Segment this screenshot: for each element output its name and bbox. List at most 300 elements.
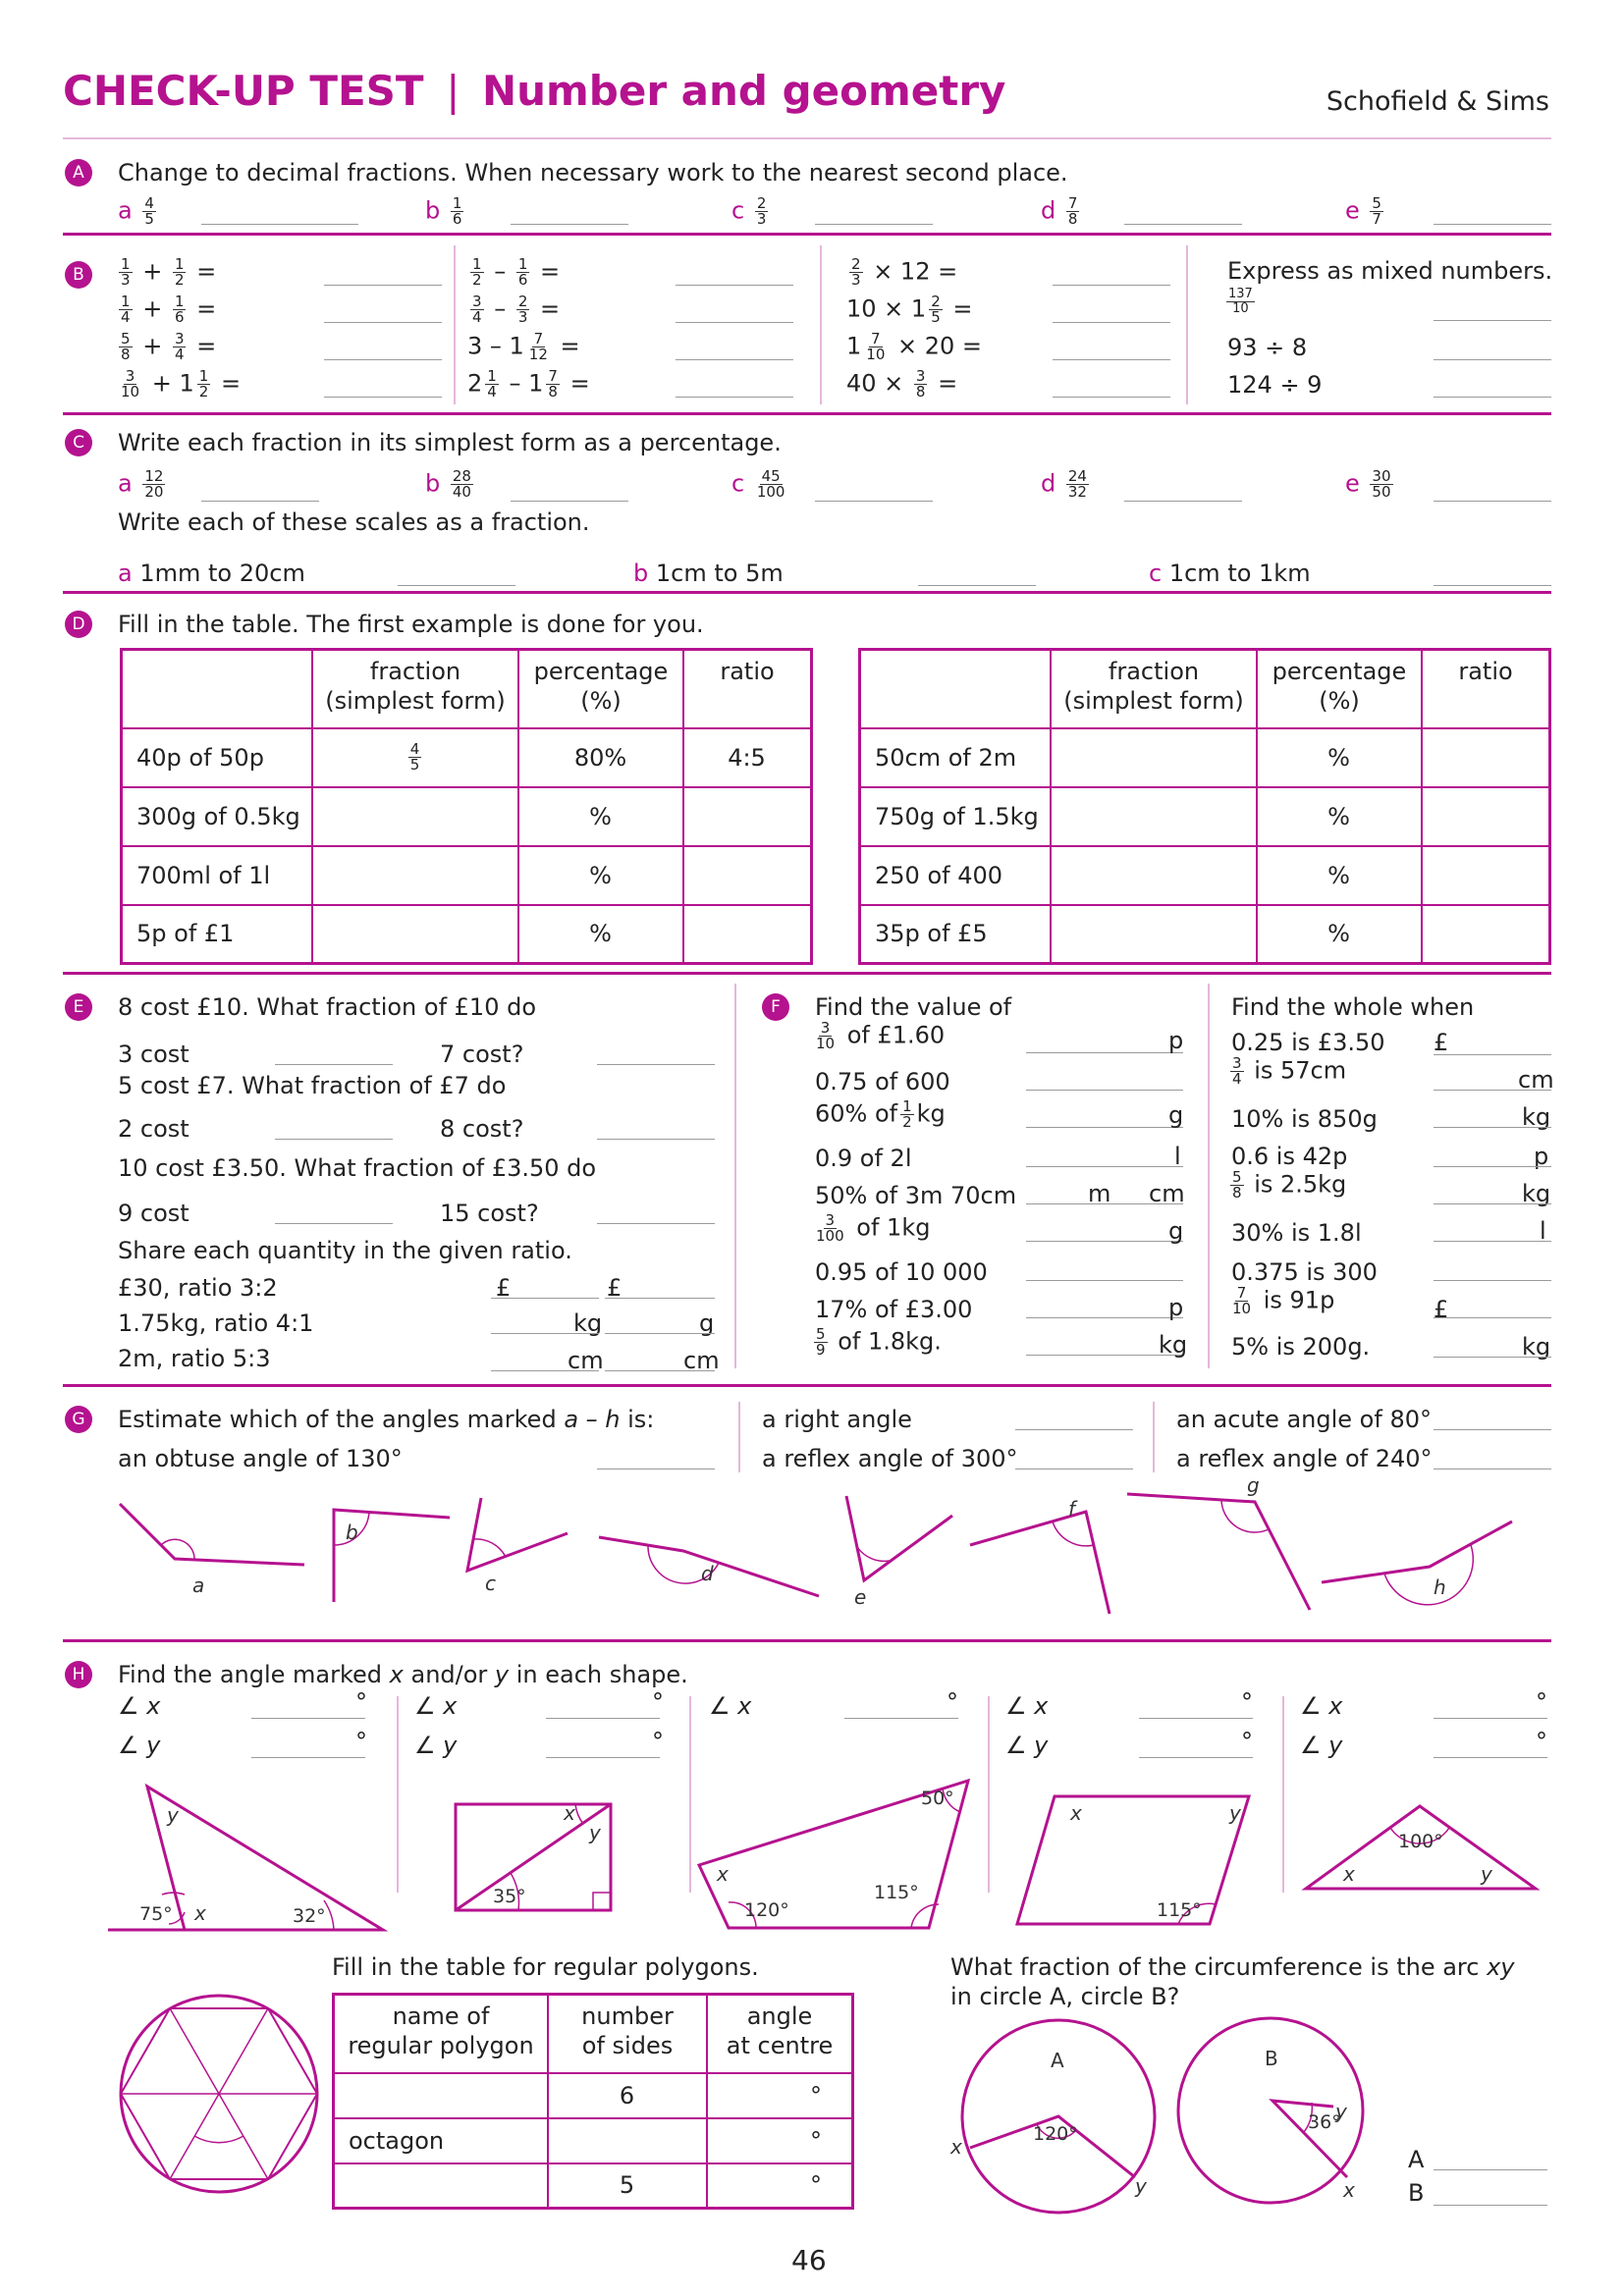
angle-a	[120, 1504, 304, 1597]
angle-g	[1127, 1473, 1310, 1610]
fraction-cell[interactable]	[1051, 905, 1257, 964]
denominator: 4	[121, 308, 131, 326]
polygon-angle[interactable]	[707, 2163, 853, 2209]
angle-label-g: g	[1247, 1473, 1260, 1497]
polygon-angle[interactable]	[707, 2073, 853, 2118]
row-item: 750g of 1.5kg	[860, 787, 1052, 846]
answer-line[interactable]	[605, 1370, 715, 1371]
angle-symbol: ∠	[118, 1732, 139, 1759]
percentage-cell[interactable]: %	[518, 787, 683, 846]
answer-line[interactable]	[275, 1139, 393, 1140]
operator: –	[494, 294, 507, 323]
header-fraction-line1: fraction	[1108, 658, 1200, 685]
answer-line[interactable]	[251, 1718, 365, 1719]
ratio-cell[interactable]	[683, 905, 812, 964]
numerator: 3	[825, 1211, 836, 1229]
section-a-item	[425, 196, 466, 227]
answer-line[interactable]	[1434, 1241, 1551, 1242]
fraction-cell[interactable]	[312, 905, 518, 964]
answer-line[interactable]	[1434, 1166, 1551, 1167]
e-q3b: 15 cost?	[440, 1200, 539, 1227]
circles-diagram	[943, 2012, 1571, 2209]
numerator: 30	[1372, 467, 1391, 485]
b-col3-row1	[846, 257, 957, 288]
polygon-name[interactable]	[334, 2073, 549, 2118]
angle-h	[1322, 1522, 1512, 1605]
degree: °	[947, 1688, 958, 1716]
fraction-cell[interactable]	[1051, 787, 1257, 846]
equals: =	[952, 294, 973, 323]
f-whole-5	[1227, 1170, 1346, 1201]
answer-line[interactable]	[676, 359, 793, 360]
h2-x-label	[414, 1692, 457, 1720]
fraction-cell[interactable]	[1051, 728, 1257, 787]
operator: +	[142, 257, 163, 286]
section-g-badge: G	[65, 1406, 92, 1433]
value-text: is 57cm	[1254, 1056, 1347, 1085]
h4-y-label	[1005, 1732, 1048, 1759]
denominator: 2	[902, 1113, 912, 1131]
answer-line[interactable]	[491, 1370, 599, 1371]
e-q2: 5 cost £7. What fraction of £7 do	[118, 1072, 507, 1099]
f-whole-9: 5% is 200g.	[1231, 1333, 1371, 1361]
answer-line[interactable]	[1434, 1090, 1551, 1091]
answer-line[interactable]	[1434, 1468, 1551, 1469]
angle-value: 32°	[293, 1905, 326, 1927]
percentage-cell[interactable]: %	[1257, 728, 1422, 787]
answer-line[interactable]	[491, 1333, 599, 1334]
f-whole-2	[1227, 1056, 1346, 1087]
answer-line[interactable]	[491, 1298, 599, 1299]
percentage-cell[interactable]: %	[1257, 905, 1422, 964]
scale-text: 1cm to 1km	[1168, 560, 1311, 587]
answer-line[interactable]	[597, 1064, 715, 1065]
ratio-cell[interactable]	[683, 846, 812, 905]
e-s2-unit2: g	[699, 1309, 715, 1337]
unit: g	[1168, 1101, 1184, 1129]
section-rule	[63, 1384, 1551, 1387]
shape-2-rectangle	[456, 1801, 611, 1910]
circles-question-line2: in circle A, circle B?	[950, 1983, 1180, 2010]
fraction-cell[interactable]	[312, 846, 518, 905]
denominator: 4	[472, 308, 482, 326]
row-item: 300g of 0.5kg	[122, 787, 313, 846]
angle-symbol: ∠	[1300, 1692, 1322, 1720]
var-x: x	[1343, 2178, 1355, 2202]
ratio-cell[interactable]	[1422, 787, 1550, 846]
degree: °	[1241, 1728, 1253, 1755]
header-fraction-line1: fraction	[369, 658, 461, 685]
answer-line[interactable]	[1015, 1468, 1133, 1469]
numerator: 1	[198, 367, 209, 385]
h5-y-label	[1300, 1732, 1342, 1759]
equals: =	[540, 257, 561, 286]
f-title1: Find the value of	[815, 993, 1012, 1021]
item-label: c	[1149, 560, 1163, 587]
instruction-var: x	[389, 1661, 404, 1688]
angle-symbol: ∠	[414, 1732, 436, 1759]
f-whole-4: 0.6 is 42p	[1231, 1143, 1348, 1170]
numerator: 1	[517, 255, 528, 273]
denominator: 8	[1067, 210, 1078, 228]
header-percentage-line1: percentage	[533, 658, 669, 685]
header-ratio: ratio	[1422, 650, 1550, 728]
g-reflex300: a reflex angle of 300°	[762, 1445, 1018, 1472]
answer-line[interactable]	[1026, 1127, 1183, 1128]
b-col1-row3	[116, 332, 216, 362]
answer-line[interactable]	[1434, 1357, 1551, 1358]
denominator: 4	[487, 383, 497, 400]
answer-line[interactable]	[597, 1468, 715, 1469]
answer-line[interactable]	[1434, 501, 1551, 502]
numerator: 5	[1372, 194, 1381, 212]
angle-label-a: a	[192, 1574, 205, 1597]
spokes	[121, 2008, 317, 2179]
operator: – 1	[509, 369, 544, 398]
scale-text: 1cm to 5m	[655, 560, 784, 587]
instruction-text: is:	[620, 1406, 655, 1433]
answer-line[interactable]	[597, 1139, 715, 1140]
answer-line[interactable]	[815, 501, 933, 502]
header-fraction	[1051, 650, 1257, 728]
item-label: d	[1041, 196, 1056, 225]
f-whole-3: 10% is 850g	[1231, 1105, 1378, 1133]
degree: °	[1536, 1688, 1547, 1716]
percentage-cell[interactable]: %	[518, 846, 683, 905]
angle-e	[846, 1496, 952, 1609]
page-number: 46	[791, 2244, 827, 2276]
e-s3-unit1: cm	[568, 1347, 604, 1374]
percentage-cell: 80%	[518, 728, 683, 787]
answer-line[interactable]	[324, 397, 442, 398]
answer-line[interactable]	[1434, 1718, 1547, 1719]
var-y: y	[1481, 1862, 1492, 1886]
percentage-cell[interactable]: %	[1257, 846, 1422, 905]
denominator: 100	[756, 483, 785, 501]
denominator: 3	[851, 271, 861, 289]
fraction-cell[interactable]	[1051, 846, 1257, 905]
g-right: a right angle	[762, 1406, 912, 1433]
section-c-item	[425, 469, 476, 500]
numerator: 1	[121, 293, 131, 310]
numerator: 45	[761, 467, 781, 485]
e-s3-unit2: cm	[683, 1347, 720, 1374]
header-ratio: ratio	[683, 650, 812, 728]
angles-diagram	[0, 1472, 1624, 1639]
angle-symbol: ∠	[1005, 1732, 1027, 1759]
f-value-2: 0.75 of 600	[815, 1068, 950, 1095]
answer-line[interactable]	[1434, 585, 1551, 586]
section-c-item	[1041, 469, 1092, 500]
answer-line[interactable]	[1434, 2205, 1547, 2206]
polygon-sides[interactable]	[548, 2118, 707, 2163]
angle-symbol: ∠	[118, 1692, 139, 1720]
var-y: y	[1135, 2174, 1147, 2198]
polygon-name[interactable]	[334, 2163, 549, 2209]
answer-line[interactable]	[1026, 1052, 1183, 1053]
angle-value: 75°	[139, 1903, 173, 1925]
equals: =	[196, 294, 217, 323]
equals: =	[196, 257, 217, 286]
answer-line[interactable]	[1053, 359, 1170, 360]
answer-line[interactable]	[546, 1718, 660, 1719]
numerator: 7	[871, 330, 881, 347]
answer-line[interactable]	[1026, 1280, 1183, 1281]
row-item: 250 of 400	[860, 846, 1052, 905]
instruction-var: a – h	[564, 1406, 621, 1433]
denominator: 8	[915, 383, 926, 400]
answer-line[interactable]	[1434, 1054, 1551, 1055]
g-reflex240: a reflex angle of 240°	[1176, 1445, 1433, 1472]
answer-line[interactable]	[1026, 1317, 1183, 1318]
instruction-var: y	[494, 1661, 510, 1688]
answer-line[interactable]	[1434, 224, 1551, 225]
polygon-angle[interactable]	[707, 2118, 853, 2163]
denominator: 10	[816, 1035, 836, 1052]
answer-line[interactable]	[1053, 322, 1170, 323]
numerator: 7	[1067, 194, 1078, 212]
angle-label-b: b	[346, 1521, 358, 1544]
f-value-7: 0.95 of 10 000	[815, 1258, 988, 1286]
e-s3: 2m, ratio 5:3	[118, 1345, 271, 1372]
b-col4-title: Express as mixed numbers.	[1227, 257, 1553, 285]
denominator: 10	[866, 346, 886, 363]
header-line2: regular polygon	[348, 2032, 534, 2059]
column-divider	[454, 245, 456, 404]
b-col1-row4	[116, 369, 241, 400]
numerator: 3	[915, 367, 926, 385]
angle-d	[599, 1537, 819, 1596]
denominator: 6	[452, 210, 462, 228]
var-x: x	[1343, 1862, 1355, 1886]
angle-value: 115°	[1157, 1899, 1202, 1921]
numerator: 5	[1232, 1168, 1242, 1186]
b-col2-row2	[467, 294, 560, 325]
unit: p	[1168, 1027, 1184, 1054]
answer-line[interactable]	[251, 1757, 365, 1758]
answer-line[interactable]	[815, 224, 933, 225]
answer-line[interactable]	[1124, 501, 1242, 502]
answer-line[interactable]	[1434, 1429, 1551, 1430]
row-item: 40p of 50p	[122, 728, 313, 787]
table-row	[122, 787, 812, 846]
angle-value: 115°	[874, 1882, 919, 1903]
table-row	[860, 787, 1550, 846]
denominator: 3	[121, 271, 131, 289]
header-line1: name of	[392, 2002, 490, 2030]
answer-line[interactable]	[324, 359, 442, 360]
denominator: 40	[452, 483, 471, 501]
var-y: y	[589, 1821, 601, 1844]
answer-line[interactable]	[324, 322, 442, 323]
answer-line[interactable]	[1026, 1166, 1183, 1167]
value-unit: kg	[916, 1099, 946, 1128]
numerator: 3	[174, 330, 185, 347]
answer-line[interactable]	[1139, 1718, 1253, 1719]
denominator: 10	[121, 383, 140, 400]
answer-line[interactable]	[324, 285, 442, 286]
ratio-cell[interactable]	[1422, 846, 1550, 905]
ratio-cell[interactable]	[1422, 728, 1550, 787]
answer-line[interactable]	[511, 224, 628, 225]
answer-line[interactable]	[1434, 320, 1551, 321]
section-rule	[63, 412, 1551, 415]
degree: °	[652, 1688, 664, 1716]
denominator: 5	[409, 756, 420, 774]
header-fraction-line2: (simplest form)	[325, 687, 506, 715]
fraction-cell[interactable]	[312, 787, 518, 846]
percentage-cell[interactable]: %	[1257, 787, 1422, 846]
fraction-cell	[312, 728, 518, 787]
answer-line[interactable]	[398, 585, 515, 586]
e-s1: £30, ratio 3:2	[118, 1274, 278, 1302]
polygons-instruction: Fill in the table for regular polygons.	[332, 1953, 759, 1981]
f-value-6	[811, 1213, 930, 1244]
operator: –	[494, 257, 507, 286]
answer-line[interactable]	[676, 397, 793, 398]
section-c-item	[1345, 469, 1396, 500]
numerator: 2	[517, 293, 528, 310]
angle-symbol: ∠	[1005, 1692, 1027, 1720]
ratio-table-left	[120, 648, 813, 965]
ratio-table-right	[858, 648, 1551, 965]
header-fraction	[312, 650, 518, 728]
answer-line[interactable]	[605, 1333, 715, 1334]
f-whole-6: 30% is 1.8l	[1231, 1219, 1362, 1247]
answer-b-label: B	[1408, 2179, 1425, 2207]
section-d-badge: D	[65, 611, 92, 638]
scales-instruction: Write each of these scales as a fraction.	[118, 508, 590, 536]
answer-line[interactable]	[1124, 224, 1242, 225]
expression: 40 ×	[846, 369, 904, 398]
polygon-sides: 5	[548, 2163, 707, 2209]
answer-line[interactable]	[1053, 397, 1170, 398]
b-col2-row3	[467, 332, 580, 362]
answer-line[interactable]	[918, 585, 1036, 586]
answer-line[interactable]	[1434, 1203, 1551, 1204]
answer-line[interactable]	[1434, 1317, 1551, 1318]
shapes-diagram	[0, 1767, 1624, 1944]
angle-value: 36°	[1308, 2111, 1341, 2133]
answer-line[interactable]	[1434, 359, 1551, 360]
answer-line[interactable]	[546, 1757, 660, 1758]
answer-line[interactable]	[1053, 285, 1170, 286]
percentage-cell[interactable]: %	[518, 905, 683, 964]
item-label: c	[731, 196, 745, 225]
var-y: y	[1229, 1801, 1241, 1825]
denominator: 8	[121, 346, 131, 363]
numerator: 4	[409, 740, 420, 758]
angle-symbol: ∠	[709, 1692, 731, 1720]
title-separator: |	[446, 67, 460, 115]
angle-c	[467, 1498, 568, 1595]
unit: kg	[1159, 1331, 1188, 1359]
header-percentage	[518, 650, 683, 728]
answer-line[interactable]	[1434, 397, 1551, 398]
b-col3-row4	[846, 369, 957, 400]
circle-b	[1178, 2018, 1363, 2203]
instruction-text: Estimate which of the angles marked	[118, 1406, 565, 1433]
answer-line[interactable]	[1434, 2169, 1547, 2170]
answer-line[interactable]	[597, 1223, 715, 1224]
unit: l	[1174, 1143, 1181, 1170]
numerator: 7	[1236, 1284, 1247, 1302]
answer-line[interactable]	[201, 501, 319, 502]
answer-line[interactable]	[1015, 1429, 1133, 1430]
g-instruction	[118, 1406, 654, 1433]
angle-symbol: ∠	[1300, 1732, 1322, 1759]
denominator: 6	[517, 271, 528, 289]
var-y: y	[146, 1732, 161, 1759]
answer-line[interactable]	[275, 1064, 393, 1065]
unit: cm	[1149, 1180, 1185, 1207]
numerator: 1	[902, 1097, 912, 1115]
header-percentage	[1257, 650, 1422, 728]
var-x: x	[564, 1801, 575, 1825]
hexagon-diagram	[116, 1991, 322, 2197]
answer-line[interactable]	[605, 1298, 715, 1299]
e-q3a: 9 cost	[118, 1200, 189, 1227]
expression: × 20 =	[897, 332, 983, 360]
instruction-text: in each shape.	[509, 1661, 688, 1688]
denominator: 50	[1372, 483, 1391, 501]
unit: kg	[1522, 1180, 1551, 1207]
column-divider	[1186, 245, 1188, 404]
answer-line[interactable]	[1139, 1757, 1253, 1758]
answer-line[interactable]	[1434, 1757, 1547, 1758]
answer-line[interactable]	[1026, 1090, 1183, 1091]
item-label: e	[1345, 196, 1360, 225]
shape-4-parallelogram	[1017, 1796, 1249, 1924]
answer-line[interactable]	[1026, 1241, 1183, 1242]
angle-value: 50°	[921, 1788, 954, 1809]
degree: °	[810, 2126, 822, 2155]
answer-line[interactable]	[676, 322, 793, 323]
polygon-table	[332, 1993, 854, 2210]
numerator: 5	[121, 330, 131, 347]
question-var: xy	[1487, 1953, 1515, 1981]
polygon-sides: 6	[548, 2073, 707, 2118]
equals: =	[220, 369, 242, 398]
answer-line[interactable]	[1434, 1280, 1551, 1281]
ratio-cell[interactable]	[683, 787, 812, 846]
answer-line[interactable]	[275, 1223, 393, 1224]
row-item: 35p of £5	[860, 905, 1052, 964]
header-percentage-line2: (%)	[580, 687, 622, 715]
numerator: 1	[452, 194, 462, 212]
f-value-1	[811, 1021, 945, 1051]
equals: =	[560, 332, 580, 360]
answer-line[interactable]	[1434, 1127, 1551, 1128]
instruction-text: and/or	[403, 1661, 495, 1688]
var-x: x	[717, 1862, 729, 1886]
ratio-cell[interactable]	[1422, 905, 1550, 964]
denominator: 4	[1232, 1070, 1242, 1088]
instruction-text: Find the angle marked	[118, 1661, 390, 1688]
section-rule	[63, 972, 1551, 975]
answer-line[interactable]	[844, 1718, 958, 1719]
numerator: 2	[851, 255, 861, 273]
angle-arc	[194, 2136, 244, 2143]
answer-line[interactable]	[201, 224, 358, 225]
e-s2: 1.75kg, ratio 4:1	[118, 1309, 314, 1337]
degree: °	[1536, 1728, 1547, 1755]
page-title	[63, 67, 1005, 115]
answer-line[interactable]	[676, 285, 793, 286]
denominator: 8	[548, 383, 558, 400]
header-name	[334, 1995, 549, 2073]
answer-line[interactable]	[511, 501, 628, 502]
